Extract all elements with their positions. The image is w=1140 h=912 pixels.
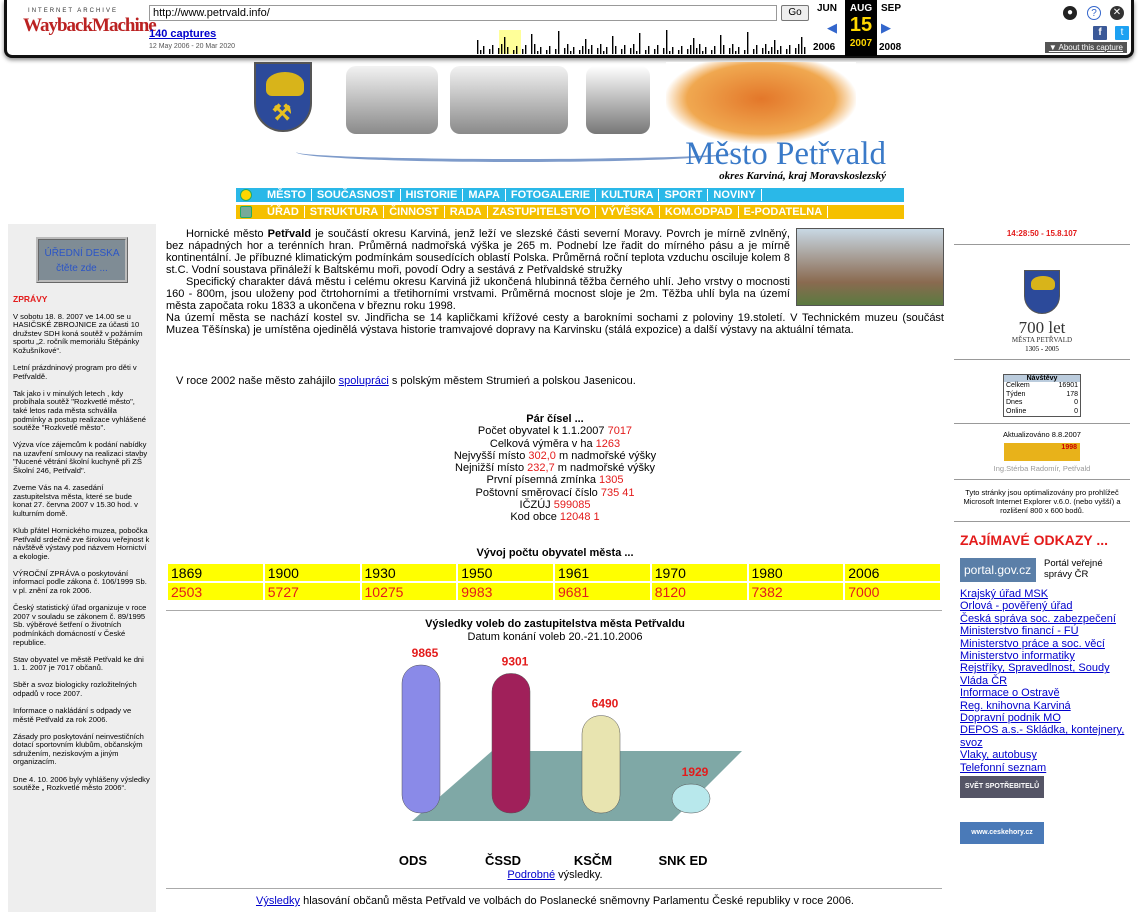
election-chart-subtitle: Datum konání voleb 20.-21.10.2006 [467, 631, 643, 643]
fact-row [166, 474, 944, 486]
fact-label: Celková výměra v ha [489, 437, 596, 450]
histogram-bar [786, 49, 787, 54]
next-arrow-icon[interactable]: ▶ [881, 20, 891, 35]
notice-board-sub: čtěte zde ... [56, 263, 108, 274]
parliament-results-link[interactable]: Výsledky [255, 895, 301, 907]
external-link[interactable]: Ministerstvo financí - FÚ [960, 625, 1079, 638]
pop-year: 1961 [555, 564, 650, 581]
divider [166, 888, 942, 889]
fact-label: Poštovní směrovací číslo [475, 486, 601, 499]
histogram-bar [762, 48, 763, 54]
pop-count: 7000 [845, 583, 940, 600]
fact-row [166, 462, 944, 474]
pop-count: 7382 [749, 583, 844, 600]
news-item: Sběr a svoz biologicky rozložitelných odpadů v roce 2007. [13, 680, 137, 698]
counter-label: Týden [1006, 390, 1026, 398]
histogram-bar [585, 39, 586, 54]
close-icon[interactable]: ✕ [1110, 6, 1124, 20]
pop-count: 8120 [652, 583, 747, 600]
news-item: V sobotu 18. 8. 2007 ve 14.00 se u HASIČSKÉ ZBROJNICE za účasti 10 družstev SDH koná soutěž v požárním sportu „2. ročník memoriálu Štěpánky Kožušníkové“. [13, 311, 143, 355]
fact-value: 302,0 [528, 449, 556, 462]
histogram-bar [504, 37, 505, 54]
histogram-bar [732, 44, 733, 54]
anniversary-years: 1305 - 2005 [1025, 345, 1059, 353]
nav-item-1[interactable]: SOUČASNOST [312, 189, 401, 201]
fact-suffix: m nadmořské výšky [555, 449, 657, 462]
histogram-bar [729, 48, 730, 54]
category-label: ODS [398, 853, 428, 868]
histogram-bar [798, 44, 799, 54]
counter-row [1004, 382, 1080, 391]
histogram-bar [624, 45, 625, 54]
external-link[interactable]: Vláda ČR [960, 674, 1008, 687]
news-item: Stav obyvatel ve městě Petřvald ke dni 1. 1. 2007 je 7017 občanů. [13, 654, 144, 673]
histogram-bar [705, 47, 706, 54]
election-chart [372, 641, 742, 871]
histogram-bar [558, 31, 559, 54]
office-nav [236, 205, 904, 219]
links-list [960, 588, 1130, 774]
histogram-bar [600, 44, 601, 54]
histogram-bar [702, 51, 703, 54]
site-subtitle: okres Karviná, kraj Moravskoslezský [719, 170, 886, 182]
fact-value: 12048 1 [559, 511, 600, 524]
region-map-image [666, 62, 856, 144]
histogram-bar [768, 51, 769, 54]
nav-item-3[interactable]: MAPA [463, 189, 506, 201]
next-year[interactable]: 2008 [879, 42, 902, 53]
office-nav-item-3[interactable]: RADA [445, 206, 488, 218]
external-link[interactable]: Telefonní seznam [960, 761, 1047, 774]
histogram-bar [693, 38, 694, 54]
visit-counter [1003, 374, 1081, 417]
nav-item-7[interactable]: NOVINY [708, 189, 761, 201]
chart-bar [672, 784, 710, 813]
histogram-bar [753, 49, 754, 54]
prev-month[interactable]: JUN [817, 3, 838, 14]
counter-title: Návštěvy [1004, 375, 1080, 382]
mine-tower-photo [586, 66, 650, 134]
anniversary-title: 700 let [1018, 318, 1066, 337]
town-name-bold: Petřvald [267, 228, 312, 240]
histogram-bar [549, 46, 550, 54]
histogram-bar [525, 45, 526, 54]
histogram-bar [489, 49, 490, 54]
current-capture [845, 0, 877, 56]
divider [166, 610, 942, 611]
links-heading: ZAJÍMAVÉ ODKAZY ... [960, 532, 1109, 548]
fact-row [166, 499, 944, 511]
pop-year: 1930 [362, 564, 457, 581]
external-link[interactable]: Informace o Ostravě [960, 687, 1060, 700]
facebook-icon[interactable]: f [1093, 26, 1107, 40]
fact-value: 7017 [607, 425, 633, 438]
info-icon [240, 189, 252, 201]
notice-board-button[interactable] [36, 237, 128, 283]
anniversary-crest [1024, 270, 1060, 314]
intro-paragraph-2: Specifický charakter dává městu i celému okresu Karviná již ukončená hlubinná těžba černého uhlí. Jeho vrstvy o mocnosti 160 - 800m, jsou uloženy pod čtrtohorními a třetihorními vrstvami. Průměrná mocnost sloje je 2m. Těžba uhlí byla na území města započata roku 1833 a ukončena v březnu roku 1998. [166, 276, 790, 312]
user-icon[interactable]: ● [1063, 6, 1077, 20]
prev-year[interactable]: 2006 [813, 42, 836, 53]
site-header [236, 60, 904, 224]
histogram-bar [591, 45, 592, 54]
histogram-bar [804, 47, 805, 54]
histogram-bar [765, 44, 766, 54]
histogram-bar [663, 48, 664, 54]
portal-badge: portal.gov.cz [960, 558, 1036, 582]
news-item: Letní prázdninový program pro děti v Petřvaldě. [13, 363, 137, 381]
histogram-bar [636, 51, 637, 54]
counter-row [1004, 408, 1080, 417]
histogram-bar [588, 49, 589, 54]
pop-year: 1900 [265, 564, 360, 581]
news-item: Zveme Vás na 4. zasedání zastupitelstva města, které se bude konat 27. června 2007 v 15.30 hod. v kulturním domě. [13, 483, 138, 518]
external-link[interactable]: Orlová - pověřený úřad [960, 600, 1073, 613]
external-link[interactable]: Rejstříky, Spravedlnost, Soudy [960, 662, 1110, 675]
bar-SNK ED [672, 784, 710, 813]
counter-value: 178 [1066, 390, 1078, 398]
histogram-bar [780, 46, 781, 54]
data-label: 1929 [681, 765, 709, 780]
ceskehory-ad-banner[interactable]: www.ceskehory.cz [960, 822, 1044, 844]
histogram-bar [777, 50, 778, 54]
histogram-bar [501, 44, 502, 54]
counter-row [1004, 399, 1080, 408]
news-list [13, 313, 151, 793]
histogram-bar [714, 46, 715, 54]
histogram-bar [720, 35, 721, 54]
histogram-bar [723, 45, 724, 54]
histogram-bar [711, 50, 712, 54]
histogram-bar [483, 46, 484, 54]
office-nav-item-4[interactable]: ZASTUPITELSTVO [488, 206, 597, 218]
notice-board-label: ÚŘEDNÍ DESKA [44, 248, 120, 259]
population-title: Vývoj počtu obyvatel města ... [476, 547, 634, 559]
main-content [166, 228, 944, 907]
histogram-bar [678, 50, 679, 54]
right-sidebar [954, 224, 1130, 912]
histogram-bar [480, 50, 481, 54]
counter-label: Celkem [1006, 382, 1030, 389]
bar-ODS [402, 665, 440, 813]
next-month[interactable]: SEP [881, 3, 902, 14]
histogram-bar [498, 48, 499, 54]
capture-histogram[interactable] [327, 24, 807, 54]
nav-item-5[interactable]: KULTURA [596, 189, 659, 201]
partnership-text: V roce 2002 naše město zahájilo spolupráci s polským městem Strumień a polskou Jasenicou. [176, 375, 636, 387]
about-capture-link[interactable]: ▼ About this capture [1045, 42, 1127, 53]
external-link[interactable]: Ministerstvo práce a soc. věcí [960, 637, 1105, 650]
facts-title: Pár čísel ... [526, 413, 584, 425]
external-link[interactable]: Reg. knihovna Karviná [960, 699, 1071, 712]
bar-KSČM [582, 716, 620, 813]
external-link[interactable]: Vlaky, autobusy [960, 749, 1037, 762]
category-label: SNK ED [658, 853, 708, 868]
histogram-bar [672, 47, 673, 54]
category-label: KSČM [573, 853, 613, 868]
histogram-bar [531, 34, 532, 54]
election-chart-title: Výsledky voleb do zastupitelstva města Petřvaldu [425, 618, 685, 630]
chart-bar [492, 673, 530, 813]
histogram-bar [795, 48, 796, 54]
header-swoosh [296, 142, 736, 162]
histogram-bar [801, 37, 802, 54]
histogram-bar [564, 48, 565, 54]
histogram-bar [639, 33, 640, 54]
external-link[interactable]: Krajský úřad MSK [960, 588, 1049, 600]
histogram-bar [573, 47, 574, 54]
histogram-bar [570, 51, 571, 54]
url-input[interactable]: http://www.petrvald.info/ [149, 5, 777, 21]
histogram-bar [630, 48, 631, 54]
external-link[interactable]: Česká správa soc. zabezpečení [960, 612, 1116, 625]
counter-label: Dnes [1006, 399, 1023, 406]
parliament-results: Výsledky hlasování občanů města Petřvald ve volbách do Poslanecké sněmovny Parlamentu České republiky v roce 2006. [255, 895, 854, 907]
histogram-bar [735, 51, 736, 54]
histogram-bar [789, 45, 790, 54]
office-nav-item-2[interactable]: ČINNOST [384, 206, 445, 218]
detailed-results: Podrobné výsledky. [507, 869, 603, 881]
fact-row [166, 450, 944, 462]
histogram-bar [477, 40, 478, 54]
news-item: Klub přátel Hornického muzea, pobočka Petřvald srdečně zve širokou veřejnost k návštěvě výstavy pod názvem Hornictví a ekologie. [13, 525, 150, 561]
fact-suffix: m nadmořské výšky [554, 462, 655, 475]
histogram-bar [687, 49, 688, 54]
histogram-bar [597, 48, 598, 54]
house-photo [346, 66, 438, 134]
fact-row [166, 487, 944, 499]
histogram-bar [633, 44, 634, 54]
wayback-logo[interactable] [23, 8, 156, 37]
external-link[interactable]: Ministerstvo informatiky [960, 650, 1075, 663]
office-nav-item-0[interactable]: ÚŘAD [262, 206, 305, 218]
fact-label: Počet obyvatel k 1.1.2007 [477, 425, 608, 438]
histogram-bar [738, 47, 739, 54]
population-table [166, 562, 942, 602]
news-item: Tak jako i v minulých letech , kdy probíhala soutěž "Rozkvetlé město", také letos rada města schválila podmínky a postup realizace vyhlášené soutěže "Rozkvetlé město". [13, 388, 146, 433]
fact-label: IČZÚJ [519, 499, 554, 512]
pop-count: 9681 [555, 583, 650, 600]
author: Ing.Stérba Radomír, Petřvald [993, 464, 1091, 473]
histogram-bar [555, 49, 556, 54]
logo-main-text: WaybackMachine [23, 15, 156, 36]
histogram-bar [507, 47, 508, 54]
site-title: Město Petřvald [685, 136, 886, 172]
intro-paragraph-3: Na území města se nachází kostel sv. Jindřicha se 14 kapličkami křížové cesty a barokními sochami z poloviny 19.století. V Technickém muzeu (součást Muzea Těšínska) je umístěna ojedinělá výstava historie tramvajové dopravy na Karvinsku (stálá expozice) a další výstavy na aktuální témata. [166, 312, 944, 336]
news-item: VÝROČNÍ ZPRÁVA o poskytování informací podle zákona č. 106/1999 Sb. v pl. znění za rok 2006. [13, 568, 147, 596]
detailed-results-link[interactable]: Podrobné [507, 869, 556, 881]
news-item: Výzva více zájemcům k podání nabídky na uzavření smlouvy na realizaci stavby "Nucené větrání školní kuchyně při ZŠ Školní 246, Petřvald". [13, 440, 148, 475]
counter-value: 16901 [1058, 382, 1078, 389]
consumer-ad-banner[interactable]: SVĚT SPOTŘEBITELŮ [960, 776, 1044, 798]
histogram-bar [603, 51, 604, 54]
current-month: AUG [849, 3, 873, 14]
main-nav [236, 188, 904, 202]
histogram-bar [492, 45, 493, 54]
fact-row [166, 438, 944, 450]
histogram-bar [747, 32, 748, 54]
pop-year: 1869 [168, 564, 263, 581]
prev-arrow-icon[interactable]: ◀ [827, 20, 837, 35]
go-button[interactable]: Go [781, 5, 809, 21]
histogram-bar [516, 46, 517, 54]
chart-bar [402, 665, 440, 813]
histogram-bar [744, 50, 745, 54]
histogram-bar [534, 44, 535, 54]
pop-year: 2006 [845, 564, 940, 581]
histogram-bar [546, 50, 547, 54]
external-link[interactable]: DEPOS a.s.- Skládka, kontejnery, svoz [960, 724, 1125, 749]
histogram-bar [522, 49, 523, 54]
bar-ČSSD [492, 673, 530, 813]
histogram-bar [771, 47, 772, 54]
portal-text: Portál veřejné správy ČR [1044, 558, 1103, 580]
news-item: Zásady pro poskytování neinvestičních dotací sportovním klubům, občanským sdružením, neziskovým a jiným organizacím. [13, 731, 144, 767]
counter-row [1004, 391, 1080, 400]
fact-label: Nejvyšší místo [453, 449, 529, 462]
histogram-bar [621, 49, 622, 54]
histogram-bar [666, 30, 667, 54]
capture-range: 12 May 2006 - 20 Mar 2020 [149, 43, 235, 50]
histogram-bar [654, 49, 655, 54]
mine-tower-photo-large [796, 228, 944, 306]
logo-top-text: INTERNET ARCHIVE [28, 8, 118, 14]
data-label: 9865 [411, 646, 439, 661]
news-item: Český statistický úřad organizuje v roce 2007 v souladu se zákonem č. 89/1995 Sb. výběrové šetření o životních podmínkách domácností v České republice. [13, 603, 147, 647]
fact-value: 1305 [599, 474, 624, 487]
counter-label: Online [1006, 407, 1027, 415]
histogram-bar [567, 44, 568, 54]
twitter-icon[interactable]: t [1115, 26, 1129, 40]
histogram-bar [690, 45, 691, 54]
histogram-bar [582, 46, 583, 54]
data-label: 6490 [591, 696, 619, 711]
histogram-bar [774, 40, 775, 54]
facts-block [166, 413, 944, 524]
captures-link[interactable]: 140 captures [149, 28, 217, 40]
news-item: Dne 4. 10. 2006 byly vyhlášeny výsledky soutěže „ Rozkvetlé město 2006“. [13, 774, 150, 793]
histogram-bar [645, 50, 646, 54]
fact-value: 735 41 [600, 486, 635, 499]
fact-label: První písemná zmínka [486, 474, 599, 487]
nav-item-2[interactable]: HISTORIE [401, 189, 464, 201]
pop-year: 1980 [749, 564, 844, 581]
fact-value: 599085 [553, 499, 591, 512]
pop-year: 1950 [458, 564, 553, 581]
office-nav-item-6[interactable]: KOM.ODPAD [660, 206, 739, 218]
external-link[interactable]: Dopravní podnik MO [960, 712, 1061, 725]
histogram-bar [669, 51, 670, 54]
nav-item-4[interactable]: FOTOGALERIE [506, 189, 596, 201]
histogram-bar [657, 45, 658, 54]
histogram-bar [681, 46, 682, 54]
news-heading: ZPRÁVY [13, 294, 48, 304]
histogram-bar [756, 45, 757, 54]
pop-count: 10275 [362, 583, 457, 600]
category-label: ČSSD [484, 853, 522, 868]
building-photo [450, 66, 568, 134]
nav-item-0[interactable]: MĚSTO [262, 189, 312, 201]
clock: 14:28:50 - 15.8.107 [1006, 229, 1078, 238]
anniversary-sub: MĚSTA PETŘVALD [1011, 336, 1073, 344]
office-nav-item-5[interactable]: VÝVĚSKA [596, 206, 660, 218]
fact-row [166, 425, 944, 437]
computer-icon [240, 206, 252, 218]
fact-value: 1263 [595, 437, 621, 450]
intro-text: Hornické město Petřvald je součástí okresu Karviná, jenž leží ve slezské části severní Moravy. Povrch je mírně zvlněný, bez nápadných hor a terénních hran. Průměrná nadmořská výška je 265 m. Podnebí lze řadit do mírného pásu a je mírně kontinentální. Je příbuzné klimatickým podmínkám sousedících oblastí Polska. Průměrná roční teplota vzduchu osciluje kolem 8 st.C. Vodní soustava přináleží k Baltskému moři, povodí Odry a sestává z Petřvaldské stružky Specifický charakter dává městu i celému okresu Karviná již ukončená hlubinná těžba černého uhlí. Jeho vrstvy o mocnosti 160 - 800m, jsou uloženy pod čtrtohorními a třetihorními vrstvami. Průměrná mocnost sloje je 2m. Těžba uhlí byla na území města započata roku 1833 a ukončena v březnu roku 1998. Na území města se nachází kostel sv. Jindřicha se 14 kapličkami křížové cesty a barokními sochami z poloviny 19.století. V Technickém muzeu (součást Muzea Těšínska) je umístěna ojedinělá výstava historie tramvajové dopravy na Karvinsku (stálá expozice) a další výstavy na aktuální témata. [166, 228, 944, 336]
histogram-bar [615, 46, 616, 54]
updated-date: Aktualizováno 8.8.2007 [1003, 430, 1081, 439]
portal-banner[interactable] [960, 558, 1130, 588]
current-day: 15 [849, 14, 873, 36]
browser-note: Tyto stránky jsou optimalizovány pro prohlížeč Microsoft Internet Explorer v.6.0. (nebo vyšší) a rozlišení 800 x 600 bodů. [963, 488, 1121, 515]
sonda-badge[interactable]: 1998 [1004, 443, 1080, 461]
pop-year: 1970 [652, 564, 747, 581]
help-icon[interactable]: ? [1087, 6, 1101, 20]
fact-label: Kod obce [510, 511, 560, 524]
fact-label: Nejnižší místo [455, 462, 528, 475]
fact-value: 232,7 [527, 462, 555, 475]
counter-value: 0 [1074, 407, 1078, 415]
histogram-bar [612, 36, 613, 54]
town-crest-image: ⚒ [254, 62, 312, 132]
nav-item-6[interactable]: SPORT [659, 189, 708, 201]
counter-value: 0 [1074, 399, 1078, 406]
pop-count: 5727 [265, 583, 360, 600]
news-sidebar [8, 224, 156, 912]
histogram-bar [540, 47, 541, 54]
histogram-bar [648, 46, 649, 54]
histogram-bar [699, 44, 700, 54]
office-nav-item-7[interactable]: E-PODATELNA [739, 206, 829, 218]
histogram-bar [537, 51, 538, 54]
partnership-link[interactable]: spolupráci [338, 375, 389, 387]
wayback-toolbar [4, 0, 1134, 58]
pop-count: 9983 [458, 583, 553, 600]
current-year: 2007 [849, 38, 873, 49]
chart-bar [582, 716, 620, 813]
news-item: Informace o nakládání s odpady ve městě Petřvald za rok 2006. [13, 705, 132, 724]
histogram-bar [606, 47, 607, 54]
fact-row [166, 511, 944, 523]
data-label: 9301 [501, 654, 529, 669]
histogram-bar [513, 50, 514, 54]
office-nav-item-1[interactable]: STRUKTURA [305, 206, 384, 218]
pop-count: 2503 [168, 583, 263, 600]
histogram-bar [696, 48, 697, 54]
histogram-bar [579, 50, 580, 54]
